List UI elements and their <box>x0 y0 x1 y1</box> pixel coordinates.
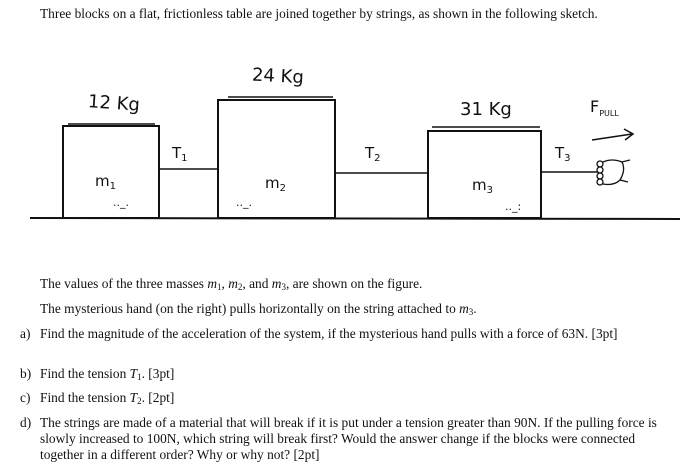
t2-label: $T_2$ <box>365 144 381 164</box>
intro-text: Three blocks on a flat, frictionless table are joined together by strings, as shown in the following sketch. <box>40 6 598 21</box>
question-a-label: a) <box>20 326 31 341</box>
question-c-label: c) <box>20 390 31 405</box>
f-pull-label: $F_{PULL}$ <box>590 97 619 118</box>
pull-arrow <box>592 129 633 140</box>
t3-label: $T_3$ <box>555 144 571 164</box>
face2: .._. <box>236 196 252 209</box>
question-b-label: b) <box>20 366 32 381</box>
block1-label: $m_1$ <box>95 172 116 192</box>
face1: .._. <box>113 196 129 209</box>
block3-label: $m_3$ <box>472 176 493 196</box>
mass3-label: 31 Kg <box>460 99 512 120</box>
face3: .._: <box>505 200 522 213</box>
question-a <box>20 326 670 342</box>
mass2-label: 24 Kg <box>251 64 305 89</box>
t1-label: $T_1$ <box>172 144 188 164</box>
question-a-text: Find the magnitude of the acceleration of the system, if the mysterious hand pulls with a force of 63N. [3pt] <box>40 326 618 341</box>
question-c: c) Find the tension $T_2$. [2pt] <box>20 390 175 406</box>
hand-icon <box>597 160 630 185</box>
question-d <box>20 415 670 463</box>
question-d-text: The strings are made of a material that will break if it is put under a tension greater than 90N. If the pulling force is slowly increased to 100N, which string will break first? Would the answer change if the blocks were connected together in a different order? Why or why not? [2pt] <box>40 415 657 462</box>
question-d-label: d) <box>20 415 32 430</box>
block2-label: $m_2$ <box>265 174 286 194</box>
question-b: b) Find the tension $T_1$. [3pt] <box>20 366 175 382</box>
block-m1 <box>63 126 159 218</box>
masses-paragraph: The values of the three masses $m_1$, $m_2$, and $m_3$, are shown on the figure. <box>40 276 423 292</box>
blocks-sketch <box>0 55 700 230</box>
block-m3 <box>428 131 541 218</box>
mass1-label: 12 Kg <box>87 91 141 116</box>
hand-paragraph: The mysterious hand (on the right) pulls horizontally on the string attached to $m_3$. <box>40 301 477 317</box>
